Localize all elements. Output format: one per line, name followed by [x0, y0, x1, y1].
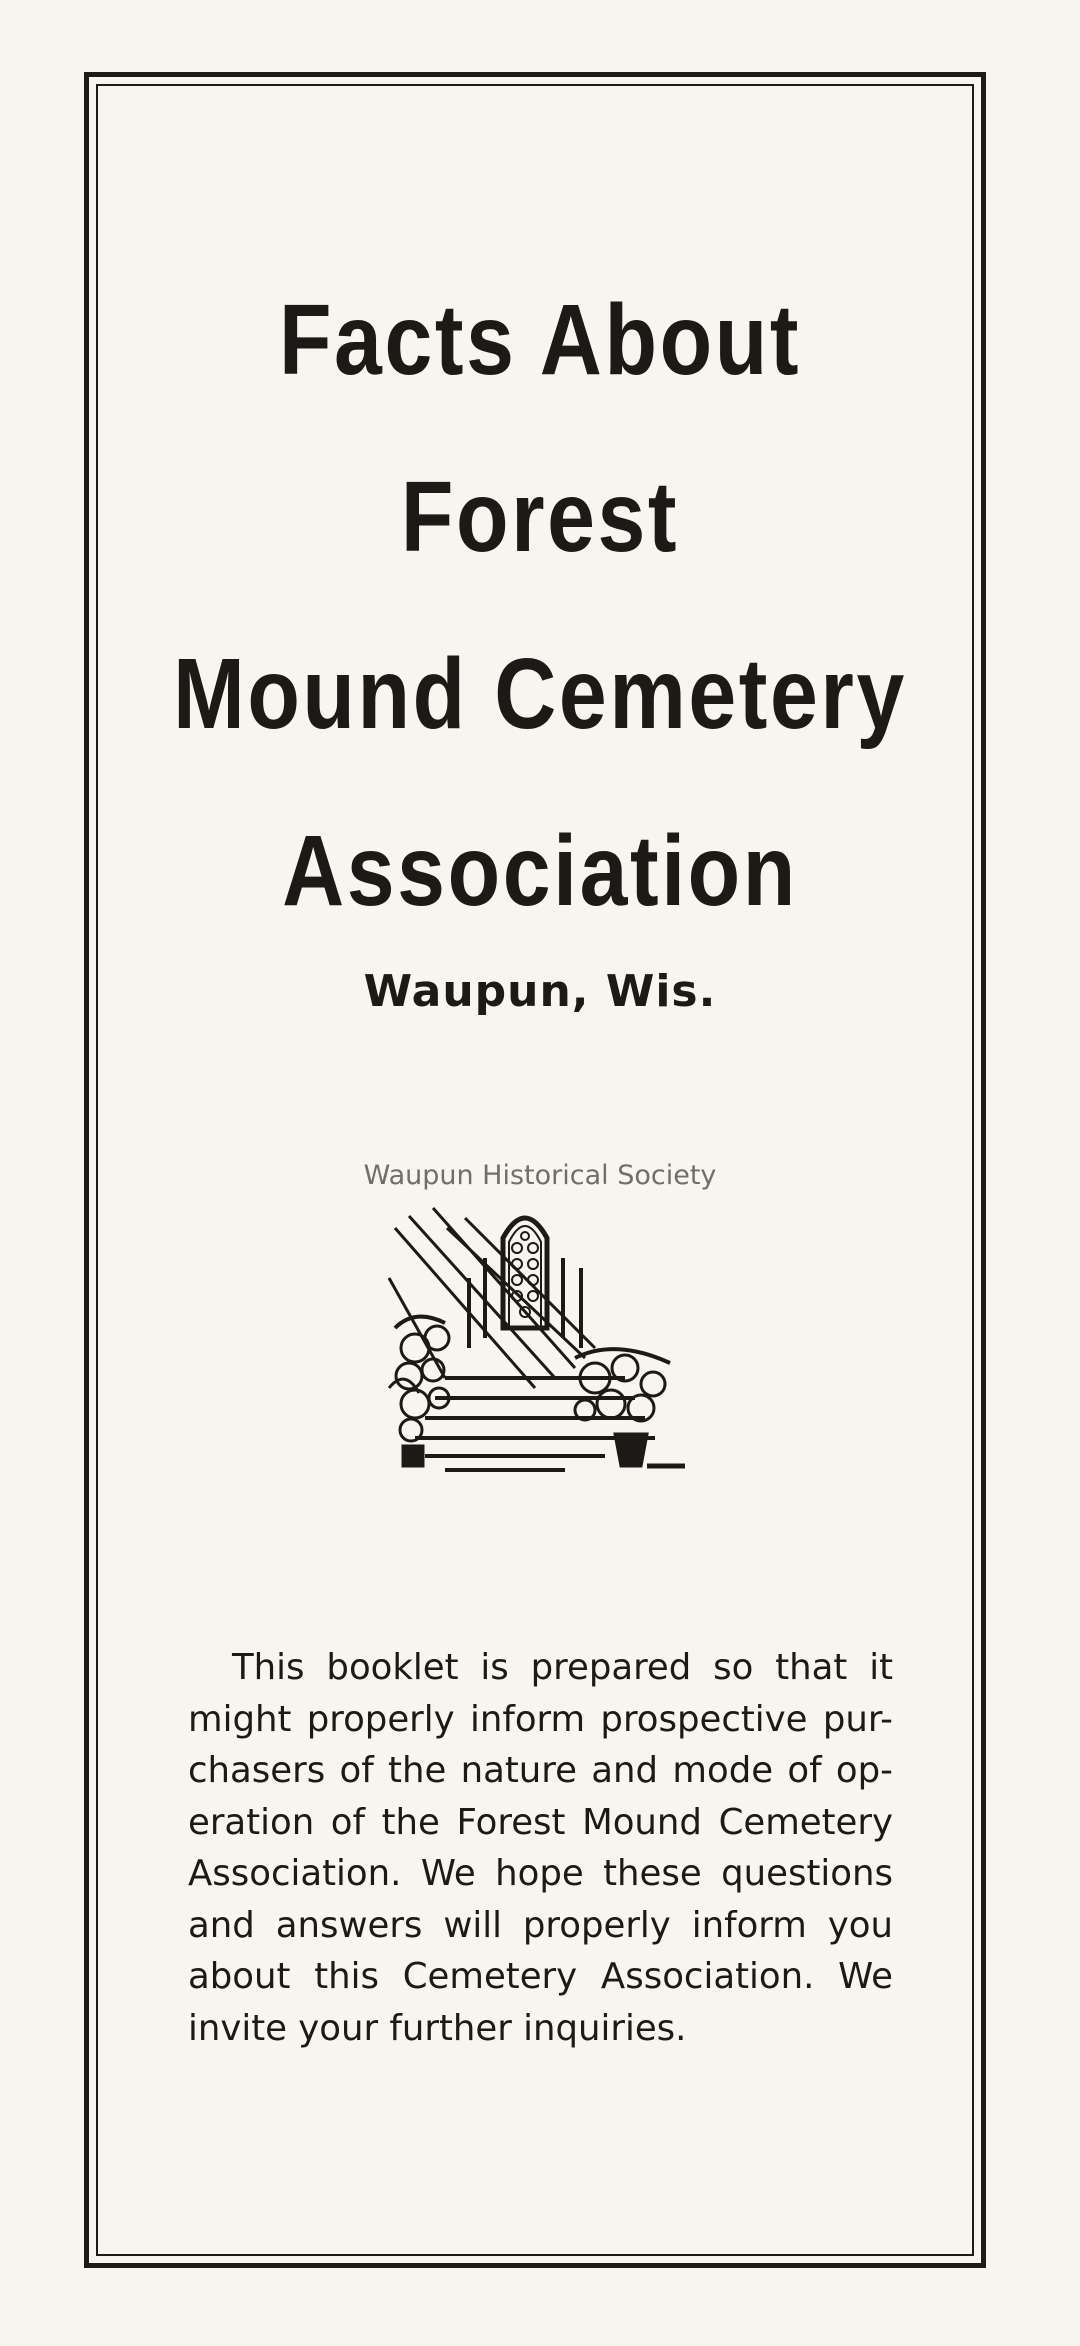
paragraph-line-2: might properly inform prospective pur- — [188, 1698, 893, 1740]
paragraph-line-4: eration of the Forest Mound Cemetery — [188, 1801, 893, 1843]
church-interior-illustration — [385, 1198, 685, 1478]
title-line-2: Forest — [400, 461, 680, 573]
paragraph-line-6: and answers will properly inform you — [188, 1904, 893, 1946]
document-title — [76, 252, 1005, 960]
paragraph-line-7: about this Cemetery Association. We — [188, 1956, 893, 1997]
right-flowers — [575, 1349, 685, 1466]
location-subtitle: Waupun, Wis. — [363, 966, 717, 1017]
paragraph-line-8: invite your further inquiries. — [188, 2007, 687, 2049]
left-flowers — [389, 1317, 449, 1466]
paragraph-line-1: This booklet is prepared so that it — [232, 1647, 893, 1688]
watermark-text: Waupun Historical Society — [363, 1160, 717, 1191]
title-line-3: Mound Cemetery — [173, 638, 907, 750]
paragraph-line-3: chasers of the nature and mode of op- — [188, 1750, 893, 1791]
title-line-4: Association — [282, 815, 798, 927]
intro-paragraph — [188, 1642, 893, 2054]
title-line-1: Facts About — [278, 284, 802, 396]
paragraph-line-5: Association. We hope these questions — [188, 1853, 893, 1894]
